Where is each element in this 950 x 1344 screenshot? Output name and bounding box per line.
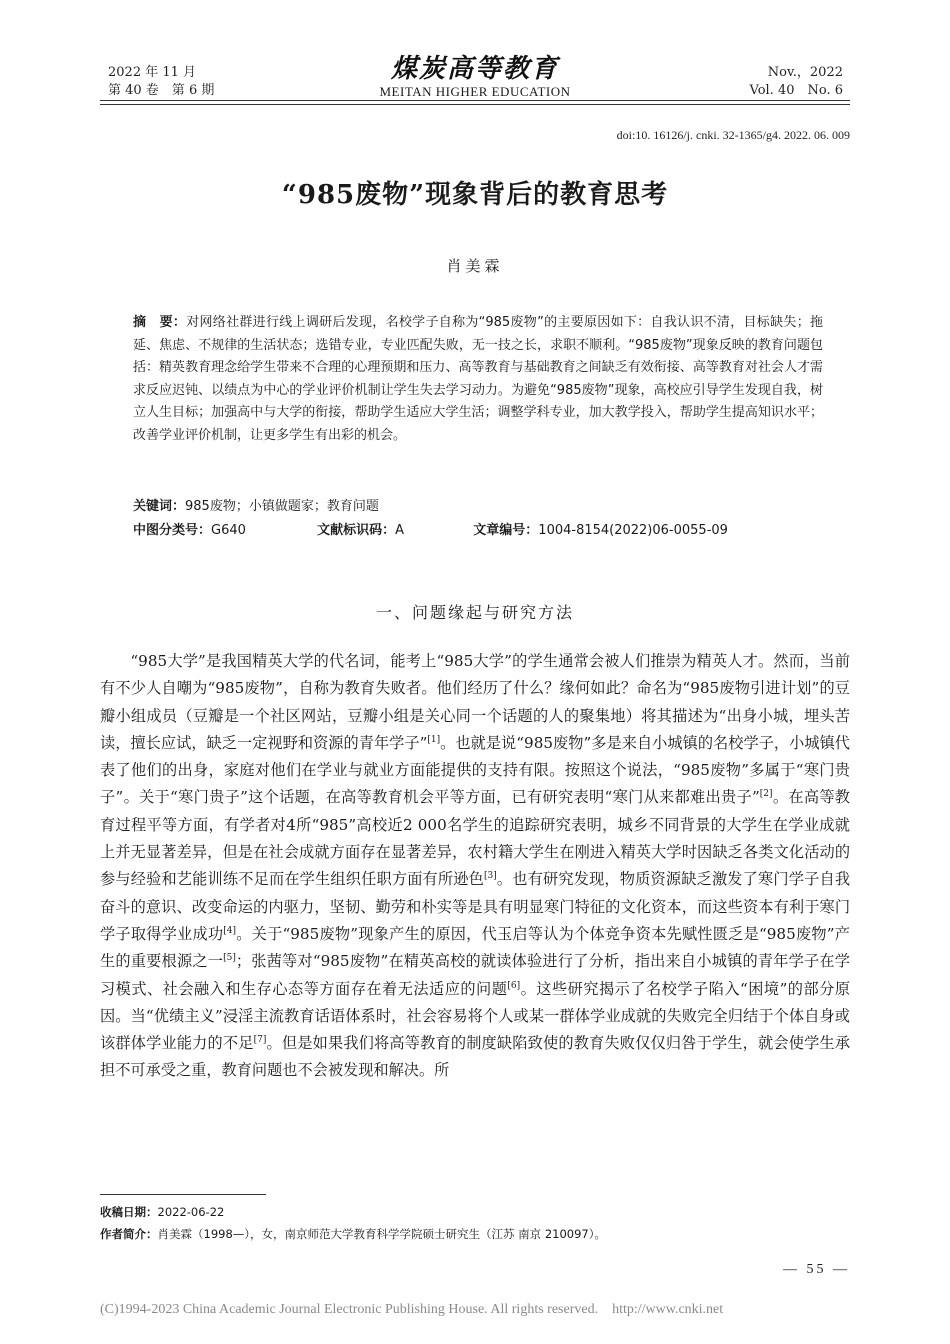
text-run: 。也就是说“985废物”多是来自小城镇的名校学子，小城镇代表了他们的出身，家庭对他们在学业与就业方面能提供的支持有限。按照这个说法，“985废物”多属于“寒门贵子”。关于“寒门贵子”这个话题，在高等教育机会平等方面，已有研究表明“寒门从来都难出贵子” (100, 733, 850, 807)
author-bio-text: 肖美霖（1998—），女，南京师范大学教育科学学院硕士研究生（江苏 南京 210097）。 (157, 1227, 606, 1241)
journal-name-en: MEITAN HIGHER EDUCATION (379, 84, 571, 99)
footnote-rule (100, 1194, 266, 1195)
doc-code-label: 文献标识码： (317, 523, 396, 538)
page-number: — 55 — (783, 1262, 850, 1277)
doc-code-value: A (395, 523, 405, 538)
header-date-en: Nov.，2022 (767, 65, 843, 80)
text-run: 。这些研究揭示了名校学子陷入“困境”的部分原因。当“优绩主义”浸淫主流教育话语体系时，社会容易将个人或某一群体学业成就的失败完全归结于个体自身或该群体学业能力的不足 (100, 979, 851, 1053)
header-rule-thick (100, 100, 850, 101)
citation-ref: [1] (427, 734, 441, 745)
classification-line (133, 520, 833, 542)
article-title: “985废物”现象背后的教育思考 (281, 180, 669, 210)
header-issue-en (750, 64, 844, 100)
text-run: “985大学”是我国精英大学的代名词，能考上“985大学”的学生通常会被人们推崇为精英人才。然而，当前有不少人自嘲为“985废物”，自称为教育失败者。他们经历了什么？缘何如此？命名为“985废物引进计划”的豆瓣小组成员（豆瓣是一个社区网站，豆瓣小组是关心同一个话题的人的聚集地）将其描述为“出身小城，埋头苦读，擅长应试，缺乏一定视野和资源的青年学子” (100, 652, 850, 752)
header-volume-en: Vol. 40 No. 6 (749, 83, 843, 98)
header-rule-thin (100, 104, 850, 105)
article-number-label: 文章编号： (473, 523, 539, 538)
clc-label: 中图分类号： (133, 523, 212, 538)
received-date: 2022-06-22 (157, 1205, 225, 1219)
paragraph (100, 648, 850, 1085)
text-run: 。但是如果我们将高等教育的制度缺陷致使的教育失败仅仅归咎于学生，就会使学生承担不可承受之重，教育问题也不会被发现和解决。所 (100, 1034, 850, 1080)
article-number-value: 1004-8154(2022)06-0055-09 (538, 523, 728, 538)
text-run: 。在高等教育过程平等方面，有学者对4所“985”高校近2 000名学生的追踪研究表明，城乡不同背景的大学生在学业成就上并无显著差异，但是在社会成就方面存在显著差异，农村籍大学生在刚进入精英大学时因缺乏各类文化活动的参与经验和艺能训练不足而在学生组织任职方面有所逊色 (100, 788, 850, 889)
citation-ref: [6] (507, 980, 521, 991)
citation-ref: [7] (253, 1035, 267, 1046)
text-run: 。也有研究发现，物质资源缺乏激发了寒门学子自我奋斗的意识、改变命运的内驱力，坚韧、勤劳和朴实等是具有明显寒门特征的文化资本，而这些资本有利于寒门学子取得学业成功 (100, 870, 850, 943)
abstract (133, 312, 823, 448)
copyright-notice: (C)1994-2023 China Academic Journal Electronic Publishing House. All rights reserved. http://www.cnki.net (100, 1302, 724, 1317)
text-run: ；张茜等对“985废物”在精英高校的就读体验进行了分析，指出来自小城镇的青年学子在学习模式、社会融入和生存心态等方面存在着无法适应的问题 (100, 952, 850, 998)
body-text (100, 648, 850, 1085)
keywords (133, 496, 833, 518)
text-run: 。关于“985废物”现象产生的原因，代玉启等认为个体竞争资本先赋性匮乏是“985废物”产生的重要根源之一 (100, 924, 850, 971)
keywords-text: 985废物；小镇做题家；教育问题 (185, 499, 379, 514)
abstract-text: 对网络社群进行线上调研后发现，名校学子自称为“985废物”的主要原因如下：自我认识不清，目标缺失；拖延、焦虑、不规律的生活状态；选错专业，专业匹配失败，无一技之长，求职不顺利。“985废物”现象反映的教育问题包括：精英教育理念给学生带来不合理的心理预期和压力、高等教育与基础教育之间缺乏有效衔接、高等教育对社会人才需求反应迟钝、以绩点为中心的学业评价机制让学生失去学习动力。为避免“985废物”现象，高校应引导学生发现自我，树立人生目标；加强高中与大学的衔接，帮助学生适应大学生活；调整学科专业，加大教学投入，帮助学生提高知识水平；改善学业评价机制，让更多学生有出彩的机会。 (133, 315, 823, 443)
journal-logo-cn: 煤炭高等教育 (390, 54, 559, 84)
citation-ref: [4] (223, 925, 237, 936)
received-label: 收稿日期： (100, 1205, 158, 1219)
footnote-author-bio (100, 1226, 860, 1242)
citation-ref: [2] (759, 789, 773, 800)
doi: doi:10. 16126/j. cnki. 32-1365/g4. 2022. 06. 009 (616, 128, 850, 142)
clc-value: G640 (211, 523, 246, 538)
section-heading: 一、问题缘起与研究方法 (375, 603, 574, 622)
header-date-cn: 2022 年 11 月 (108, 65, 197, 80)
footnote-received (100, 1204, 860, 1220)
citation-ref: [5] (223, 953, 236, 964)
article-author: 肖美霖 (446, 257, 504, 275)
header-volume-cn: 第 40 卷 第 6 期 (108, 83, 215, 98)
citation-ref: [3] (483, 871, 497, 882)
author-bio-label: 作者简介： (100, 1227, 158, 1241)
abstract-label: 摘 要： (133, 315, 187, 330)
keywords-label: 关键词： (133, 499, 186, 514)
